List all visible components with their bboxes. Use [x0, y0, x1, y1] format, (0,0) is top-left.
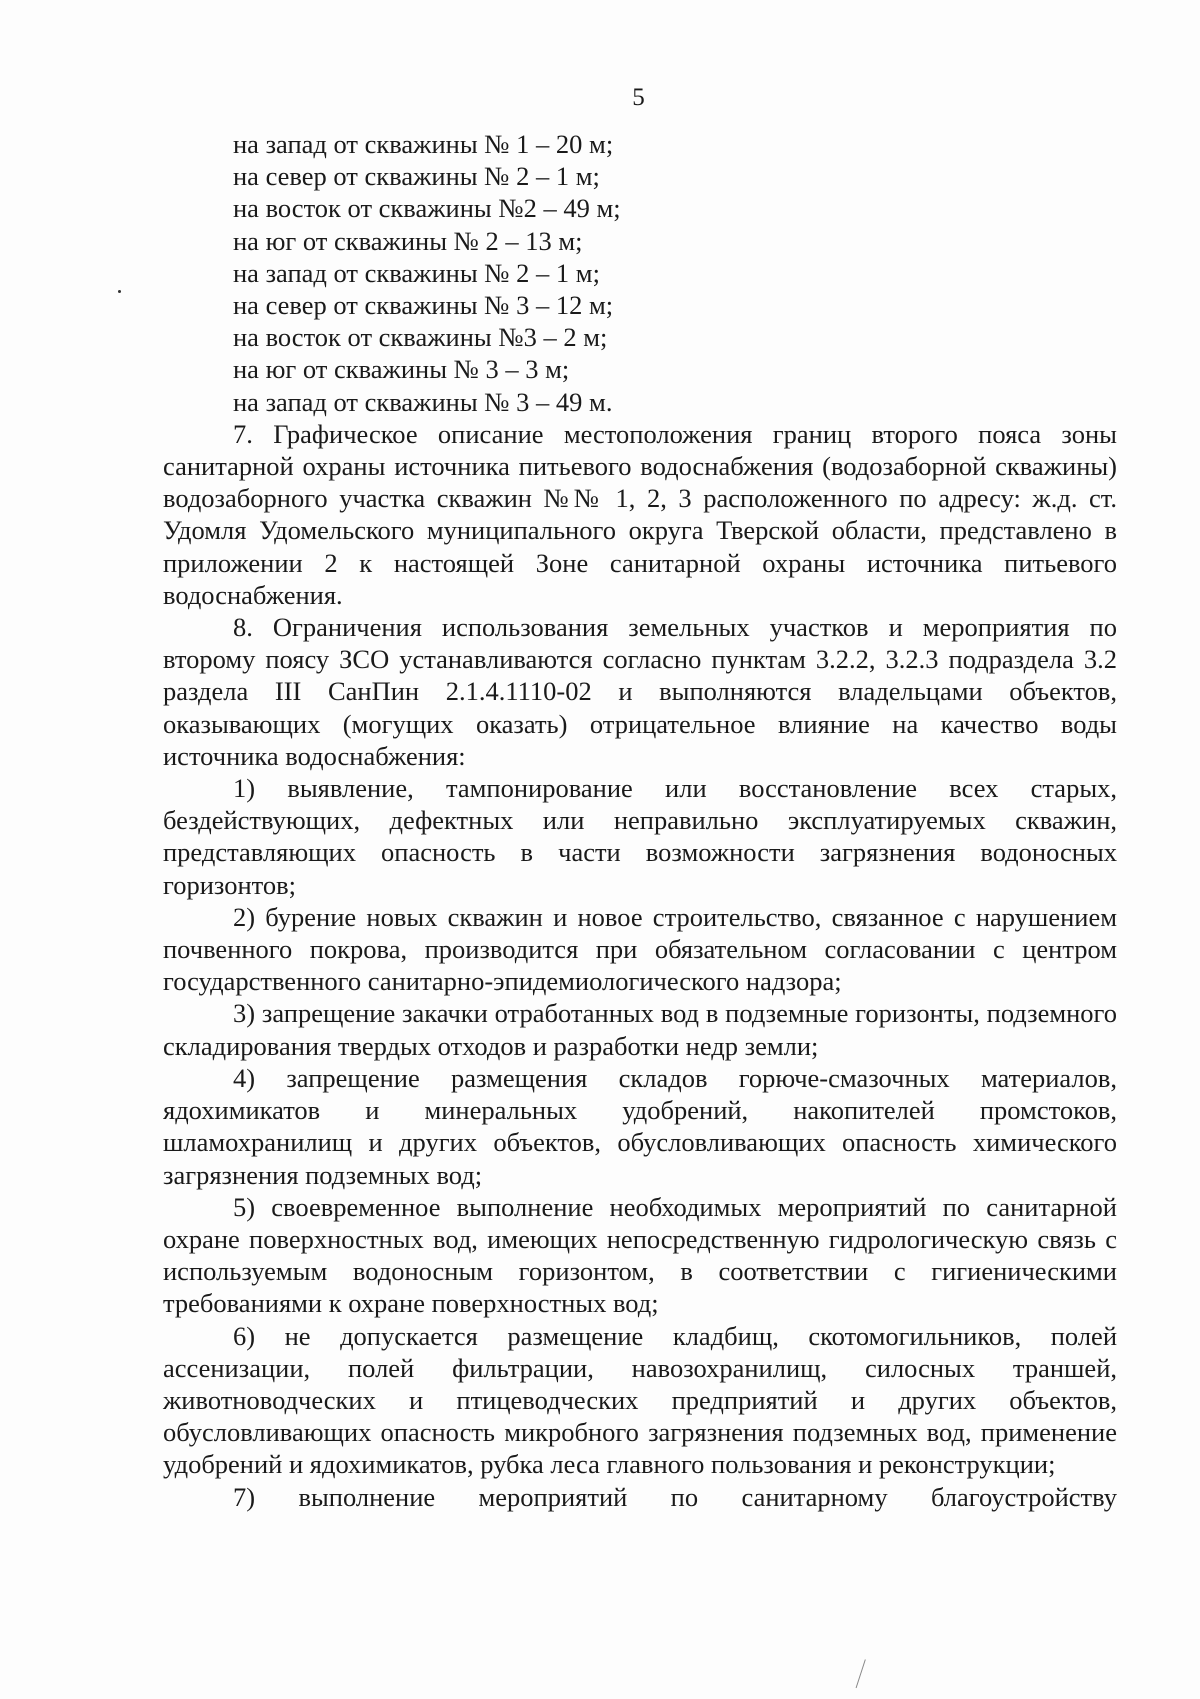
restriction-item-3: 3) запрещение закачки отработанных вод в подземные горизонты, подземного складирования твердых отходов и разработки недр земли; — [163, 998, 1117, 1061]
restriction-item-2: 2) бурение новых скважин и новое строительство, связанное с нарушением почвенного покрова, производится при обязательном согласовании с центром государственного санитарно-эпидемиологического надзора; — [163, 901, 1117, 997]
list-item: на север от скважины № 3 – 12 м; — [233, 290, 614, 321]
restriction-item-5: 5) своевременное выполнение необходимых мероприятий по санитарной охране поверхностных вод, имеющих непосредственную гидрологическую связь с используемым водоносным горизонтом, в соответствии с гигиеническими требованиями к охране поверхностных вод; — [163, 1191, 1117, 1319]
scan-mark — [856, 1659, 874, 1690]
restriction-item-4: 4) запрещение размещения складов горюче-смазочных материалов, ядохимикатов и минеральных удобрений, накопителей промстоков, шламохранилищ и других объектов, обусловливающих опасность химического загрязнения подземных вод; — [163, 1062, 1117, 1190]
list-item: на запад от скважины № 2 – 1 м; — [233, 257, 600, 288]
restriction-item-1: 1) выявление, тампонирование или восстановление всех старых, бездействующих, дефектных или неправильно эксплуатируемых скважин, представляющих опасность в части возможности загрязнения водоносных горизонтов; — [163, 773, 1117, 900]
list-item: на юг от скважины № 3 – 3 м; — [233, 354, 570, 385]
list-item: на юг от скважины № 2 – 13 м; — [233, 225, 583, 256]
distance-list — [163, 128, 1117, 418]
paragraph-7: 7. Графическое описание местоположения границ второго пояса зоны санитарной охраны источника питьевого водоснабжения (водозаборной скважины) водозаборного участка скважин №№ 1, 2, 3 расположенного по адресу: ж.д. ст. Удомля Удомельского муниципального округа Тверской области, представлено в приложении 2 к настоящей Зоне санитарной охраны источника питьевого водоснабжения. — [163, 418, 1117, 610]
document-body — [163, 128, 1117, 1513]
page-number: 5 — [632, 84, 645, 111]
list-item: на запад от скважины № 3 – 49 м. — [233, 386, 613, 417]
list-item: на запад от скважины № 1 – 20 м; — [233, 129, 614, 159]
restriction-item-6: 6) не допускается размещение кладбищ, скотомогильников, полей ассенизации, полей фильтрации, навозохранилищ, силосных траншей, животноводческих и птицеводческих предприятий и других объектов, обусловливающих опасность микробного загрязнения подземных вод, применение удобрений и ядохимикатов, рубка леса главного пользования и реконструкции; — [163, 1320, 1117, 1480]
scan-speck — [118, 290, 121, 293]
restriction-item-7: 7) выполнение мероприятий по санитарному благоустройству — [233, 1481, 1117, 1512]
paragraph-8: 8. Ограничения использования земельных участков и мероприятия по второму поясу ЗСО устанавливаются согласно пунктам 3.2.2, 3.2.3 подраздела 3.2 раздела III СанПин 2.1.4.1110-02 и выполняются владельцами объектов, оказывающих (могущих оказать) отрицательное влияние на качество воды источника водоснабжения: — [163, 612, 1117, 771]
list-item: на север от скважины № 2 – 1 м; — [233, 161, 600, 192]
list-item: на восток от скважины №3 – 2 м; — [233, 322, 608, 353]
list-item: на восток от скважины №2 – 49 м; — [233, 193, 621, 224]
